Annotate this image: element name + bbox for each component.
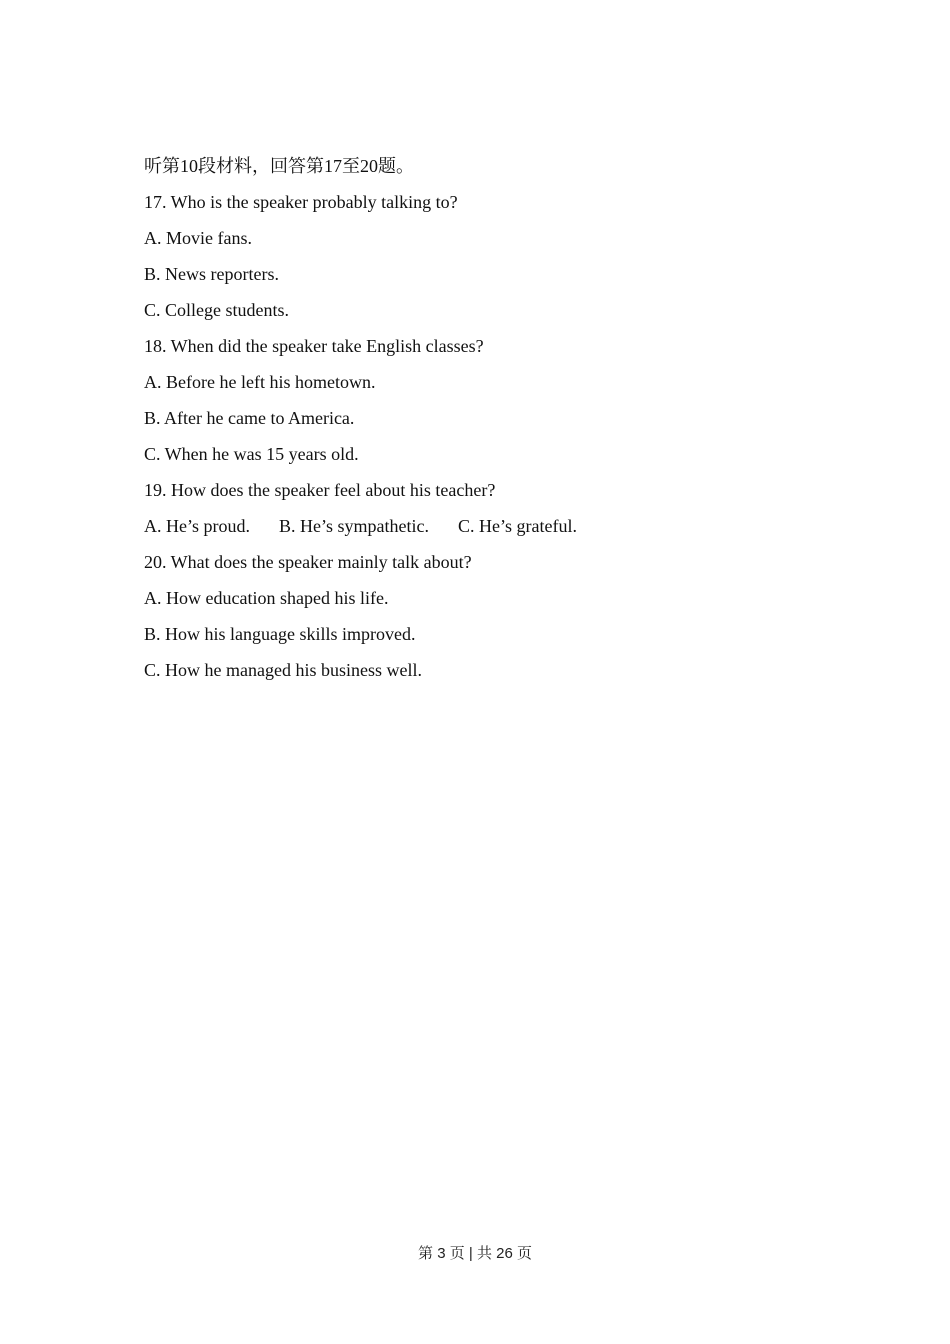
question-18-option-c: C. When he was 15 years old. — [144, 444, 359, 464]
question-20-stem: 20. What does the speaker mainly talk about? — [144, 552, 472, 572]
question-20-option-b: B. How his language skills improved. — [144, 624, 416, 644]
question-17-option-c: C. College students. — [144, 300, 289, 320]
page-number-footer: 第 3 页 | 共 26 页 — [418, 1245, 532, 1262]
question-17-option-a: A. Movie fans. — [144, 228, 252, 248]
question-18-option-a: A. Before he left his hometown. — [144, 372, 376, 392]
document-body — [144, 148, 824, 688]
question-19-option-b: B. He’s sympathetic. — [279, 516, 429, 536]
question-19-option-c: C. He’s grateful. — [457, 516, 577, 536]
question-19-stem: 19. How does the speaker feel about his teacher? — [144, 480, 496, 500]
section-intro: 听第10段材料，回答第17至20题。 — [144, 156, 414, 176]
question-18-option-b: B. After he came to America. — [144, 408, 355, 428]
question-18-stem: 18. When did the speaker take English classes? — [144, 336, 484, 356]
question-20-option-a: A. How education shaped his life. — [144, 588, 389, 608]
question-19-options — [144, 508, 824, 544]
question-20-option-c: C. How he managed his business well. — [144, 660, 422, 680]
question-17-stem: 17. Who is the speaker probably talking to? — [144, 192, 458, 212]
question-19-option-a: A. He’s proud. — [144, 516, 250, 536]
question-17-option-b: B. News reporters. — [144, 264, 279, 284]
